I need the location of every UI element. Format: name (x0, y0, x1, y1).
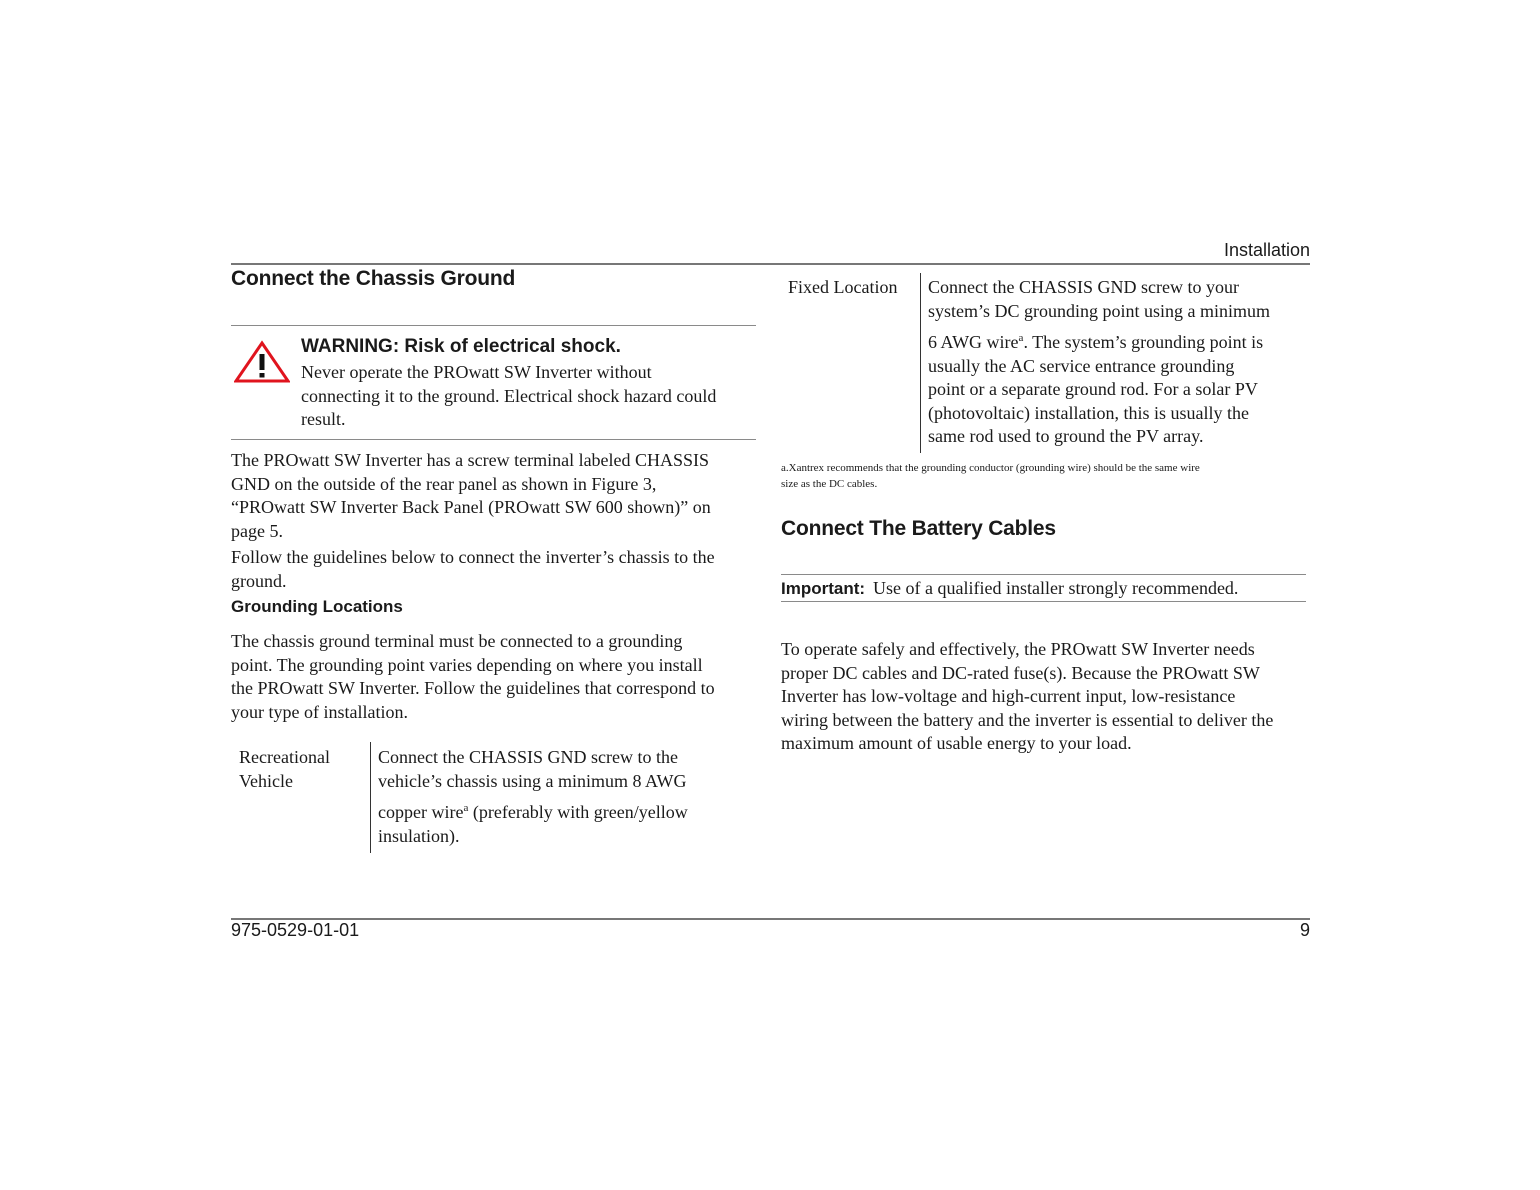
warning-message (301, 361, 756, 432)
text-line: your type of installation. (231, 701, 408, 722)
warning-bottom-rule (231, 439, 756, 440)
running-header: Installation (1223, 240, 1310, 260)
warning-line: Never operate the PROwatt SW Inverter without (301, 362, 652, 382)
paragraph-follow-guidelines (231, 546, 761, 593)
section-heading-battery-cables: Connect The Battery Cables (781, 517, 1056, 540)
text-line: wiring between the battery and the inverter is essential to deliver the (781, 709, 1274, 730)
text-line: vehicle’s chassis using a minimum 8 AWG (378, 770, 687, 791)
label-line: Recreational (239, 747, 330, 767)
paragraph-grounding-point (231, 630, 761, 724)
section-heading-chassis-ground: Connect the Chassis Ground (231, 267, 516, 290)
footnote-line: a.Xantrex recommends that the grounding conductor (grounding wire) should be the same wire (781, 462, 1200, 474)
text-fragment: copper wire (378, 802, 464, 822)
document-number: 975-0529-01-01 (231, 920, 360, 940)
footer-rule (231, 918, 1310, 920)
warning-line: result. (301, 409, 346, 429)
paragraph-battery-cables (781, 638, 1311, 756)
important-text: Use of a qualified installer strongly recommended. (873, 578, 1239, 598)
warning-top-rule (231, 325, 756, 326)
text-line: insulation). (378, 825, 460, 846)
text-line: Inverter has low-voltage and high-current input, low-resistance (781, 686, 1236, 706)
warning-triangle-icon (234, 340, 290, 389)
text-line: the PROwatt SW Inverter. Follow the guidelines that correspond to (231, 678, 715, 698)
table-divider (920, 273, 921, 453)
text-line: The PROwatt SW Inverter has a screw terminal labeled CHASSIS (231, 450, 710, 470)
footnote-ref: a (463, 802, 469, 814)
text-line: Connect the CHASSIS GND screw to your (928, 277, 1239, 297)
table-label-recreational-vehicle (239, 746, 330, 793)
important-bottom-rule (781, 601, 1306, 602)
text-line: The chassis ground terminal must be connected to a grounding (231, 631, 683, 651)
table-divider (370, 742, 371, 853)
text-fragment: . The system’s grounding point is (1023, 332, 1264, 352)
header-rule (231, 263, 1310, 265)
text-line: (photovoltaic) installation, this is usually the (928, 402, 1249, 423)
footnote-line: size as the DC cables. (781, 477, 878, 490)
text-line: To operate safely and effectively, the PROwatt SW Inverter needs (781, 639, 1255, 659)
table-cell-fixed-location (928, 276, 1313, 449)
paragraph-screw-terminal (231, 449, 761, 543)
important-top-rule (781, 574, 1306, 575)
important-label: Important: (781, 579, 866, 598)
text-line: point or a separate ground rod. For a solar PV (928, 379, 1258, 399)
text-fragment: (preferably with green/yellow (468, 802, 688, 822)
table-cell-recreational-vehicle (378, 746, 758, 848)
text-fragment: 6 AWG wire (928, 332, 1019, 352)
text-line: point. The grounding point varies depending on where you install (231, 654, 703, 675)
important-note (781, 577, 1306, 600)
text-line: Connect the CHASSIS GND screw to the (378, 747, 678, 767)
text-line: proper DC cables and DC-rated fuse(s). Because the PROwatt SW (781, 662, 1260, 683)
text-line: ground. (231, 570, 287, 591)
table-label-fixed-location: Fixed Location (788, 277, 898, 297)
page-number: 9 (1299, 920, 1310, 940)
text-line: maximum amount of usable energy to your load. (781, 733, 1132, 753)
text-line: usually the AC service entrance grounding (928, 355, 1235, 376)
text-line: same rod used to ground the PV array. (928, 426, 1204, 446)
text-line: system’s DC grounding point using a minimum (928, 300, 1271, 321)
warning-title: WARNING: Risk of electrical shock. (301, 336, 621, 357)
label-line: Vehicle (239, 770, 293, 791)
text-line: Follow the guidelines below to connect the inverter’s chassis to the (231, 547, 715, 567)
text-line (928, 327, 1313, 355)
warning-line: connecting it to the ground. Electrical shock hazard could (301, 385, 717, 406)
text-line (378, 797, 758, 825)
text-line: GND on the outside of the rear panel as shown in Figure 3, (231, 473, 657, 494)
text-line: page 5. (231, 520, 283, 541)
subheading-grounding-locations: Grounding Locations (231, 597, 403, 616)
table-footnote (781, 461, 1311, 492)
footnote-ref: a (1018, 332, 1024, 344)
text-line: “PROwatt SW Inverter Back Panel (PROwatt SW 600 shown)” on (231, 497, 711, 517)
